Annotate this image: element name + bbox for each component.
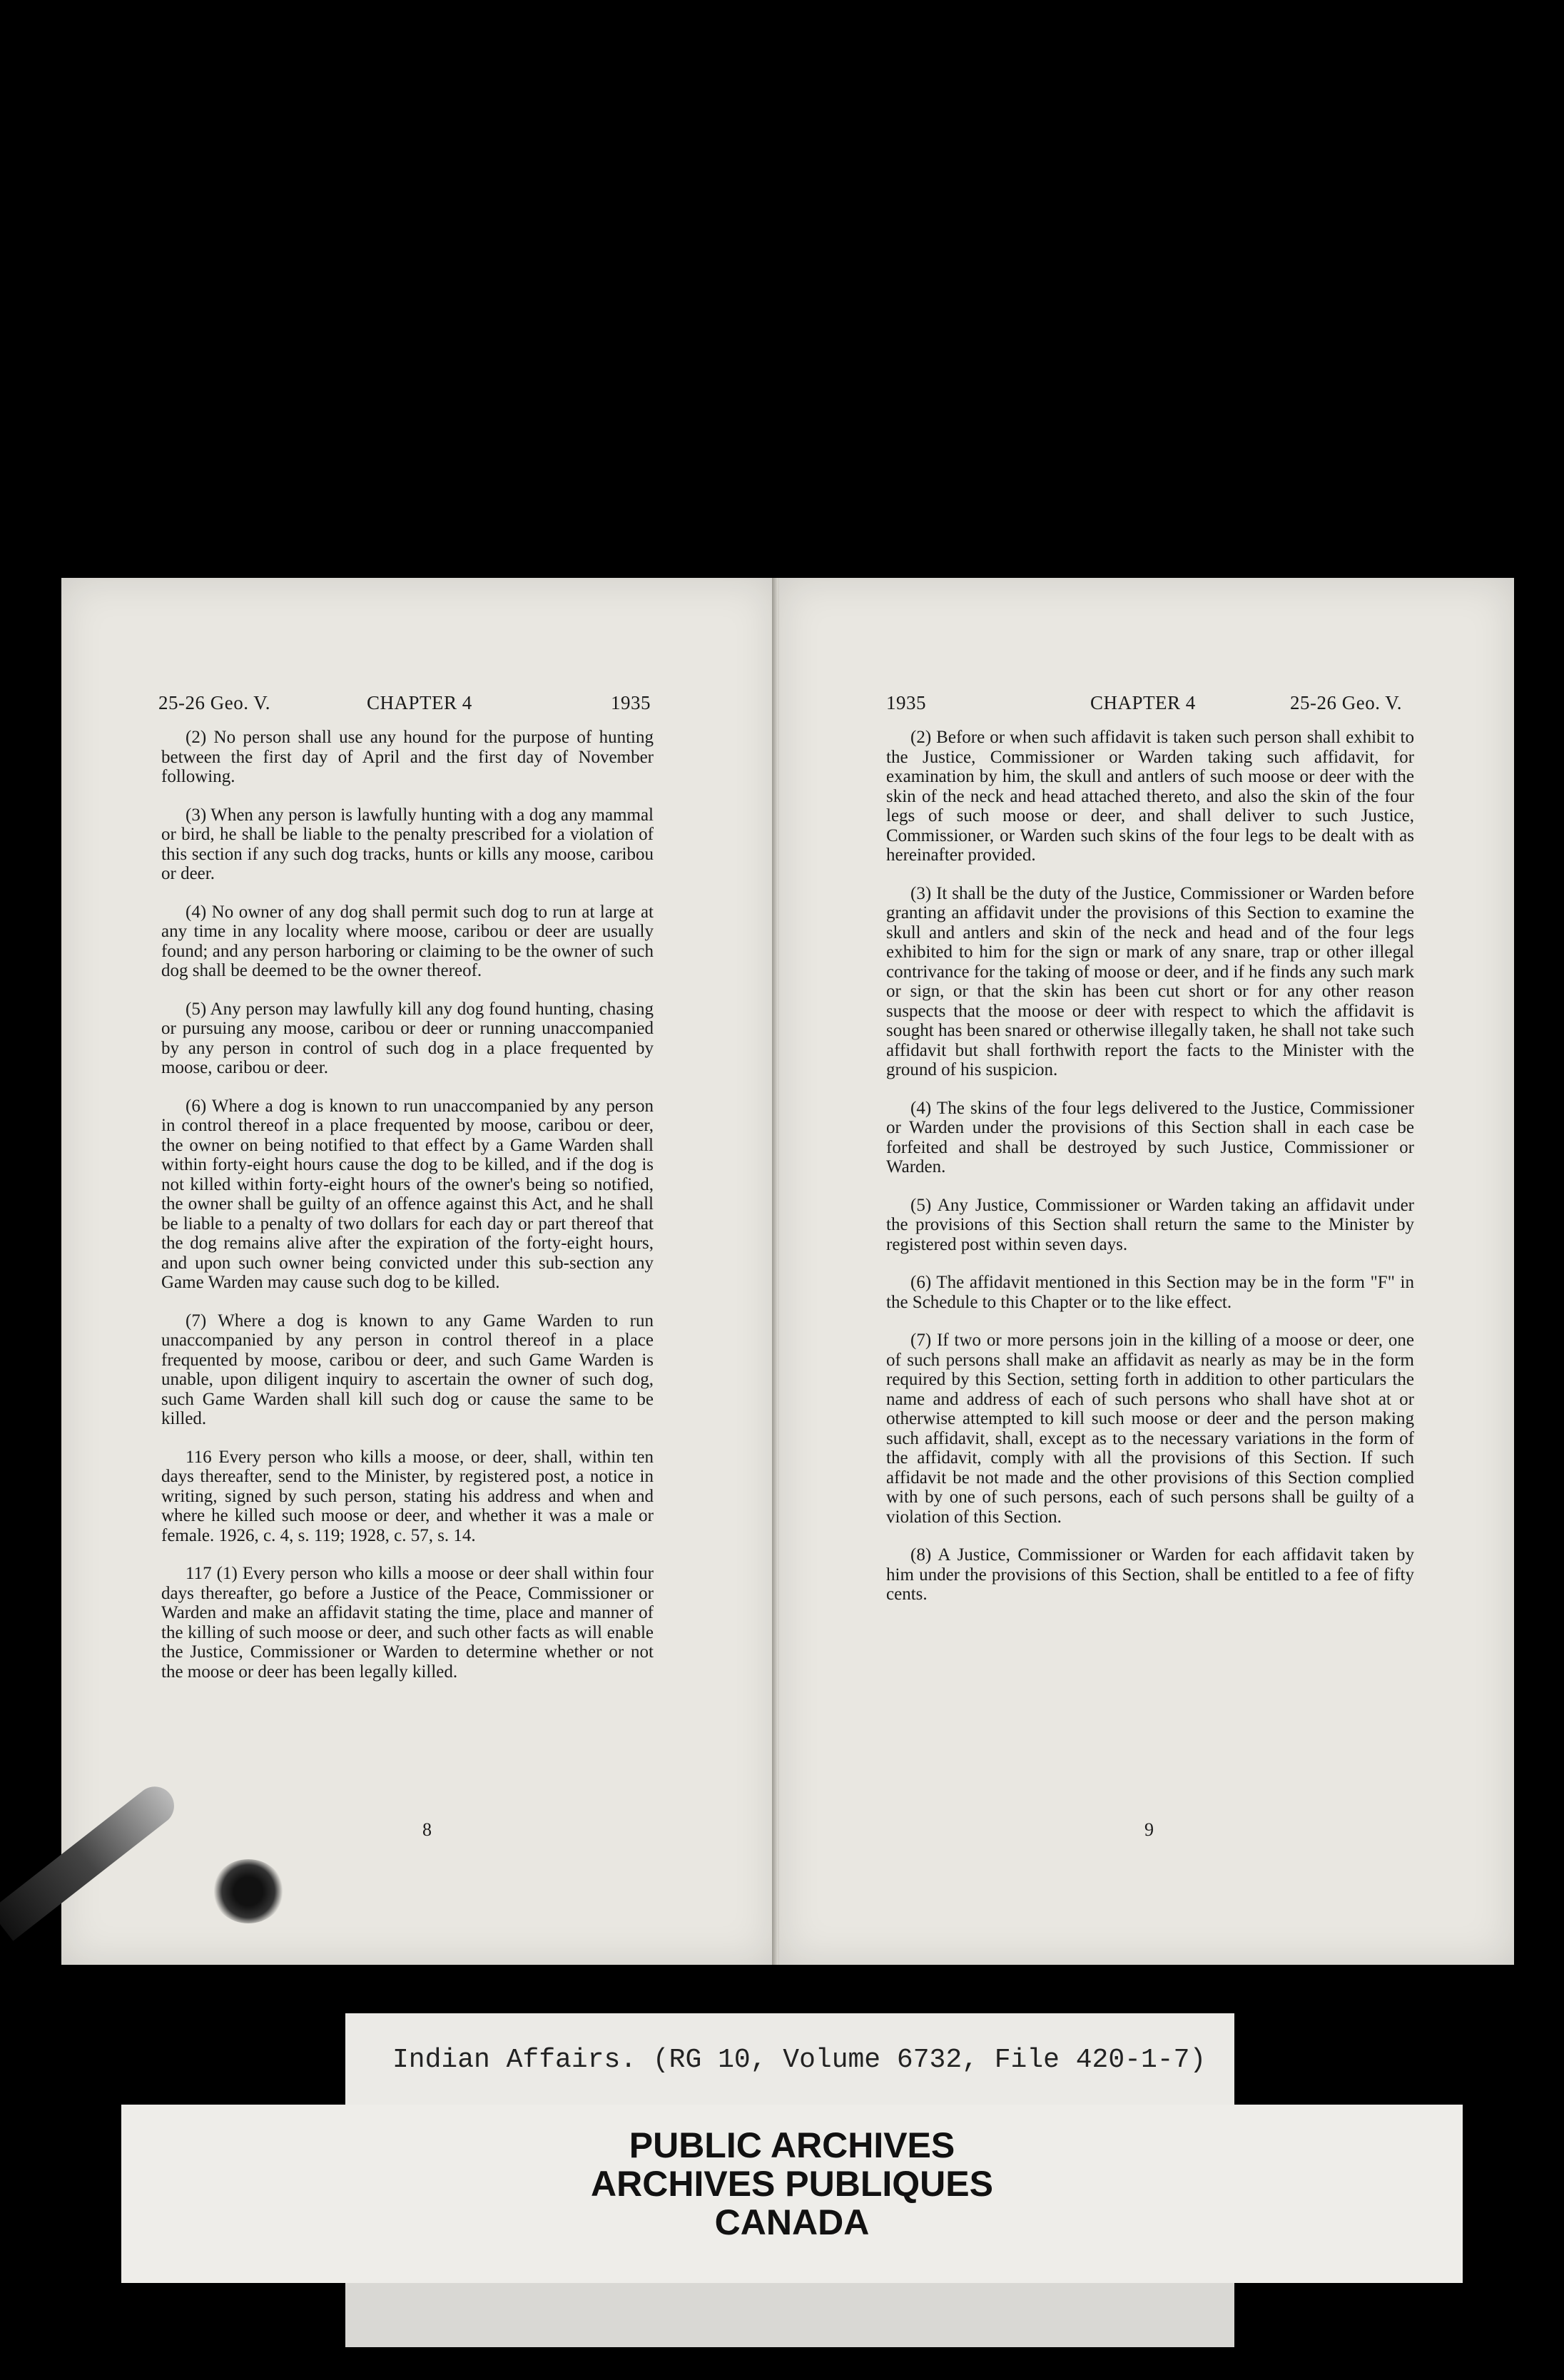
label-tape bbox=[345, 2283, 1234, 2347]
ink-blot bbox=[213, 1859, 284, 1923]
left-page-body bbox=[161, 728, 654, 1700]
archive-reference-label bbox=[345, 2013, 1234, 2113]
stamp-line: ARCHIVES PUBLIQUES bbox=[591, 2164, 993, 2204]
left-paragraph: (5) Any person may lawfully kill any dog found hunting, chasing or pursuing any moose, caribou or deer or running unaccompanied by any person in control of such dog in a place frequented by moose, caribou or deer. bbox=[161, 999, 654, 1077]
right-header-left: 1935 bbox=[886, 692, 926, 713]
right-header-center: CHAPTER 4 bbox=[1090, 692, 1196, 713]
left-paragraph: (3) When any person is lawfully hunting with a dog any mammal or bird, he shall be liable to the penalty prescribed for a violation of this section if any such dog tracks, hunts or kills any moose, caribou or deer. bbox=[161, 805, 654, 883]
left-paragraph: (2) No person shall use any hound for the purpose of hunting between the first day of April and the first day of November following. bbox=[161, 728, 654, 786]
right-paragraph: (2) Before or when such affidavit is taken such person shall exhibit to the Justice, Commissioner or Warden taking such affidavit, for examination by him, the skull and antlers of such moose or deer with the skin of the neck and head attached thereto, and also the skin of the four legs of such moose or deer, and shall deliver to such Justice, Commissioner, or Warden such skins of the four legs to be dealt with as hereinafter provided. bbox=[886, 728, 1414, 865]
stamp-line: CANADA bbox=[714, 2202, 870, 2242]
left-header-center: CHAPTER 4 bbox=[367, 692, 472, 713]
left-header-right: 1935 bbox=[611, 692, 651, 713]
right-paragraph: (7) If two or more persons join in the killing of a moose or deer, one of such persons shall make an affidavit as nearly as may be in the form required by this Section, setting forth in addition to other particulars the name and address of each of such persons who shall have shot at or otherwise attempted to kill such moose or deer and the person making such affidavit, shall, except as to the necessary variations in the form of the affidavit, comply with all the provisions of this Section. If such affidavit be not made and the other provisions of this Section complied with by one of such persons, each of such persons shall be guilty of a violation of this Section. bbox=[886, 1331, 1414, 1527]
right-page-number: 9 bbox=[1144, 1819, 1154, 1840]
left-paragraph: 117 (1) Every person who kills a moose or deer shall within four days thereafter, go before a Justice of the Peace, Commissioner or Warden and make an affidavit stating the time, place and manner of the killing of such moose or deer, and such other facts as will enable the Justice, Commissioner or Warden to determine whether or not the moose or deer has been legally killed. bbox=[161, 1564, 654, 1682]
right-page bbox=[779, 578, 1514, 1965]
right-paragraph: (4) The skins of the four legs delivered to the Justice, Commissioner or Warden under the provisions of this Section shall in each case be forfeited and shall be destroyed by such Justice, Commissioner or Warden. bbox=[886, 1098, 1414, 1176]
left-paragraph: (4) No owner of any dog shall permit such dog to run at large at any time in any locality where moose, caribou or deer are usually found; and any person harboring or claiming to be the owner of such dog shall be deemed to be the owner thereof. bbox=[161, 902, 654, 980]
left-page-number: 8 bbox=[422, 1819, 432, 1840]
left-page bbox=[61, 578, 775, 1965]
right-page-body bbox=[886, 728, 1414, 1623]
left-paragraph: (7) Where a dog is known to any Game Warden to run unaccompanied by any person in control thereof in a place frequented by moose, caribou or deer, and such Game Warden is unable, upon diligent inquiry to ascertain the owner of such dog, such Game Warden shall kill such dog or cause the same to be killed. bbox=[161, 1311, 654, 1428]
left-paragraph: (6) Where a dog is known to run unaccompanied by any person in control thereof in a place frequented by moose, caribou or deer, the owner on being notified to that effect by a Game Warden shall within forty-eight hours cause the dog to be killed, and if the dog is not killed within forty-eight hours of the owner's being so notified, the owner shall be guilty of an offence against this Act, and he shall be liable to a penalty of two dollars for each day or part thereof that the dog remains alive after the expiration of the forty-eight hours, and upon such owner being convicted under this sub-section any Game Warden may cause such dog to be killed. bbox=[161, 1096, 654, 1292]
right-paragraph: (8) A Justice, Commissioner or Warden for each affidavit taken by him under the provisions of this Section, shall be entitled to a fee of fifty cents. bbox=[886, 1545, 1414, 1604]
left-paragraph: 116 Every person who kills a moose, or deer, shall, within ten days thereafter, send to the Minister, by registered post, a notice in writing, signed by such person, stating his address and when and where he killed such moose or deer, and whether it was a male or female. 1926, c. 4, s. 119; 1928, c. 57, s. 14. bbox=[161, 1447, 654, 1545]
archive-stamp-label bbox=[121, 2105, 1463, 2283]
archive-reference: Indian Affairs. (RG 10, Volume 6732, File 420-1-7) bbox=[392, 2045, 1207, 2075]
stamp-line: PUBLIC ARCHIVES bbox=[629, 2125, 955, 2165]
right-header-right: 25-26 Geo. V. bbox=[1290, 692, 1403, 713]
right-paragraph: (3) It shall be the duty of the Justice, Commissioner or Warden before granting an affidavit under the provisions of this Section to examine the skull and antlers and skin of the neck and head and of the four legs exhibited to him for the sign or mark of any snare, trap or other illegal contrivance for the taking of moose or deer, and if he finds any such mark or sign, or that the skin has been cut short or for any other reason suspects that the moose or deer with respect to which the affidavit is sought has been snared or otherwise illegally taken, he shall not take such affidavit but shall forthwith report the facts to the Minister with the ground of his suspicion. bbox=[886, 883, 1414, 1079]
right-paragraph: (6) The affidavit mentioned in this Section may be in the form "F" in the Schedule to this Chapter or to the like effect. bbox=[886, 1273, 1414, 1312]
left-header-left: 25-26 Geo. V. bbox=[158, 692, 271, 713]
archive-stamp bbox=[121, 2126, 1463, 2242]
right-paragraph: (5) Any Justice, Commissioner or Warden taking an affidavit under the provisions of this Section shall return the same to the Minister by registered post within seven days. bbox=[886, 1195, 1414, 1254]
